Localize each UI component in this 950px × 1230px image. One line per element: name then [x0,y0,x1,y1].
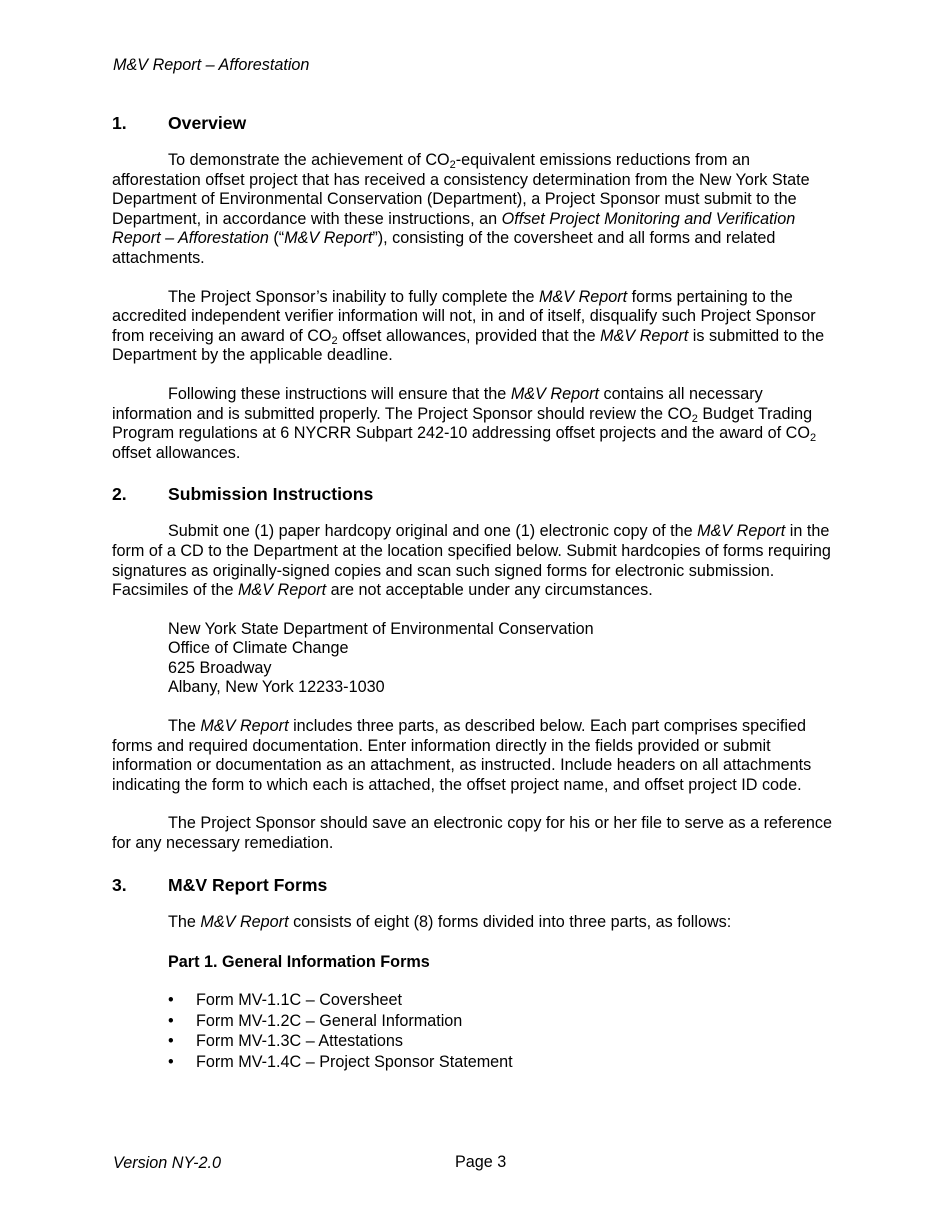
section-heading-overview [112,112,842,134]
address-line: Albany, New York 12233-1030 [168,678,385,697]
section-number: 1. [112,113,127,133]
address-line: 625 Broadway [168,658,272,677]
bullet-icon: • [168,991,174,1010]
bullet-icon: • [168,1053,174,1071]
section-heading-submission [112,483,842,505]
part-1-heading: Part 1. General Information Forms [168,953,430,972]
footer-version: Version NY-2.0 [113,1154,221,1172]
bullet-icon: • [168,1032,174,1051]
mailing-address [168,620,842,698]
section-heading-forms [112,874,842,896]
list-item: • Form MV-1.4C – Project Sponsor Statement [168,1053,513,1071]
bullet-icon: • [168,1011,174,1030]
section-title: Overview [168,113,247,133]
paragraph-submission-1: Submit one (1) paper hardcopy original and one (1) electronic copy of the M&V Report in the form of a CD to the Department at the location specified below. Submit hardcopies of forms requiring signatures as originally-signed copies and scan such signed forms for electronic submission. Facsimiles of the M&V Report are not acceptable under any circumstances. [112,522,831,600]
paragraph-overview-3: Following these instructions will ensure that the M&V Report contains all necessary information and is submitted properly. The Project Sponsor should review the $CO_2$ Budget Trading Program regulations at 6 NYCRR Subpart 242-10 addressing offset projects and the award of $CO_2$ offset allowances. [112,384,817,462]
paragraph-submission-2: The M&V Report includes three parts, as described below. Each part comprises specified forms and required documentation. Enter information directly in the fields provided or submit information or documentation as an attachment, as instructed. Include headers on all attachments indicating the form to which each is attached, the offset project name, and offset project ID code. [112,717,812,794]
paragraph-overview-1: To demonstrate the achievement of $CO_2$-equivalent emissions reductions from an afforestation offset project that has received a consistency determination from the New York State Department of Environmental Conservation (Department), a Project Sponsor must submit to the Department, in accordance with these instructions, an Offset Project Monitoring and Verification Report – Afforestation (“M&V Report”), consisting of the coversheet and all forms and related attachments. [112,151,810,267]
paragraph-forms-intro: The M&V Report consists of eight (8) forms divided into three parts, as follows: [168,912,732,931]
list-item: • Form MV-1.3C – Attestations [168,1032,403,1051]
page-content [112,112,842,1073]
running-header: M&V Report – Afforestation [113,56,310,74]
section-number: 3. [112,874,127,895]
forms-list [168,990,842,1072]
footer-page-number: Page 3 [455,1153,507,1171]
section-number: 2. [112,484,127,505]
section-title: Submission Instructions [168,484,374,505]
paragraph-submission-3: The Project Sponsor should save an electronic copy for his or her file to serve as a reference for any necessary remediation. [112,814,833,853]
list-item: • Form MV-1.2C – General Information [168,1011,463,1030]
section-title: M&V Report Forms [168,874,328,895]
address-line: New York State Department of Environmental Conservation [168,619,594,638]
list-item: • Form MV-1.1C – Coversheet [168,991,403,1010]
paragraph-overview-2: The Project Sponsor’s inability to fully complete the M&V Report forms pertaining to the accredited independent verifier information will not, in and of itself, disqualify such Project Sponsor from receiving an award of $CO_2$ offset allowances, provided that the M&V Report is submitted to the Department by the applicable deadline. [112,287,825,365]
address-line: Office of Climate Change [168,639,349,658]
